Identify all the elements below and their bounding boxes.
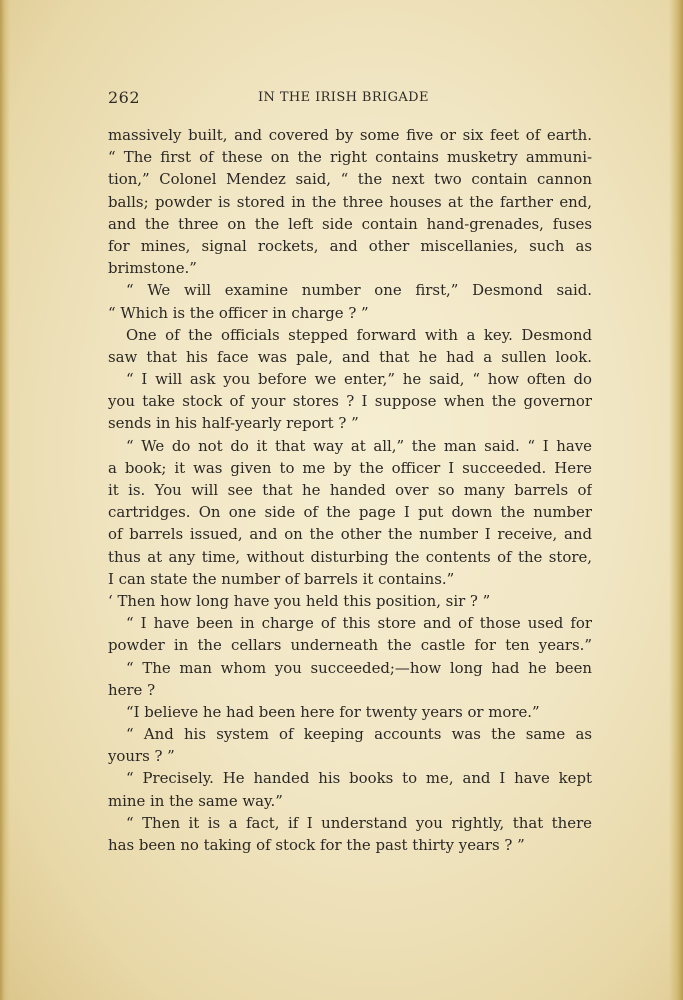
page-number: 262 bbox=[108, 88, 141, 107]
page-right-edge bbox=[669, 0, 683, 1000]
text-line: “I believe he had been here for twenty years or more.” bbox=[126, 702, 540, 721]
text-line: thus at any time, without disturbing the contents of the store, bbox=[108, 547, 592, 566]
text-line: massively built, and covered by some five or six feet of earth. bbox=[108, 126, 592, 144]
text-line: “ I will ask you before we enter,” he said, “ how often do bbox=[126, 370, 592, 389]
text-line: “ I have been in charge of this store and of those used for bbox=[126, 614, 592, 633]
body-text bbox=[108, 124, 592, 856]
text-line: for mines, signal rockets, and other miscellanies, such as bbox=[108, 236, 592, 255]
text-line: ‘ Then how long have you held this position, sir ? ” bbox=[108, 591, 491, 610]
page-left-edge bbox=[0, 0, 10, 1000]
text-line: of barrels issued, and on the other the number I receive, and bbox=[108, 525, 592, 544]
text-line: powder in the cellars underneath the castle for ten years.” bbox=[108, 636, 592, 655]
text-line: here ? bbox=[108, 680, 156, 699]
text-line: it is. You will see that he handed over so many barrels of bbox=[108, 481, 592, 499]
text-line: “ We will examine number one first,” Desmond said. bbox=[126, 281, 592, 300]
text-line: mine in the same way.” bbox=[108, 791, 283, 810]
text-line: I can state the number of barrels it contains.” bbox=[108, 569, 455, 588]
text-line: “ We do not do it that way at all,” the man said. “ I have bbox=[126, 436, 592, 455]
text-line: “ And his system of keeping accounts was the same as bbox=[126, 725, 592, 744]
text-line: “ The first of these on the right contains musketry ammuni- bbox=[108, 148, 592, 167]
text-line: “ Which is the officer in charge ? ” bbox=[108, 303, 369, 322]
running-head: IN THE IRISH BRIGADE bbox=[258, 90, 429, 105]
text-line: cartridges. On one side of the page I put down the number bbox=[108, 503, 592, 522]
text-line: balls; powder is stored in the three houses at the farther end, bbox=[108, 192, 592, 211]
text-line: “ Then it is a fact, if I understand you rightly, that there bbox=[126, 813, 592, 832]
text-line: brimstone.” bbox=[108, 259, 197, 278]
text-line: One of the officials stepped forward with a key. Desmond bbox=[126, 325, 592, 344]
text-line: and the three on the left side contain hand-grenades, fuses bbox=[108, 214, 592, 233]
text-line: saw that his face was pale, and that he had a sullen look. bbox=[108, 347, 592, 366]
text-line: yours ? ” bbox=[108, 747, 175, 766]
text-line: sends in his half-yearly report ? ” bbox=[108, 414, 359, 433]
text-line: you take stock of your stores ? I suppose when the governor bbox=[108, 392, 592, 411]
text-line: “ The man whom you succeeded;—how long had he been bbox=[126, 658, 592, 677]
text-line: a book; it was given to me by the officer I succeeded. Here bbox=[108, 458, 592, 477]
page-header bbox=[108, 88, 592, 112]
text-line: has been no taking of stock for the past thirty years ? ” bbox=[108, 836, 525, 854]
text-line: “ Precisely. He handed his books to me, and I have kept bbox=[126, 769, 592, 788]
text-line: tion,” Colonel Mendez said, “ the next two contain cannon bbox=[108, 170, 592, 189]
